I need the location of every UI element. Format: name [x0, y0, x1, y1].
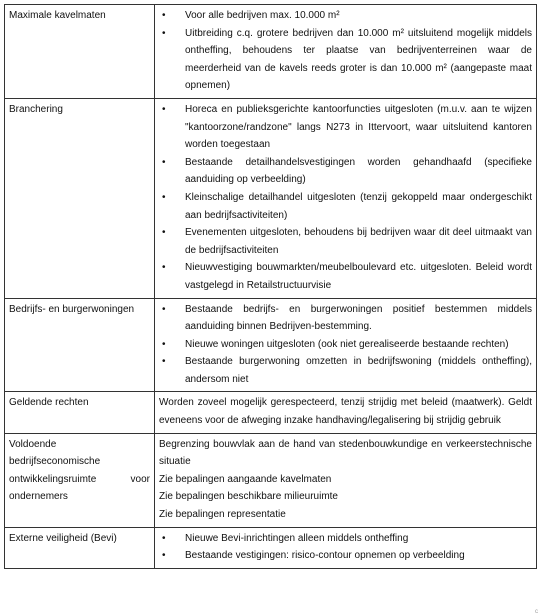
list-item: [159, 336, 532, 354]
row-label: Externe veiligheid (Bevi): [5, 527, 155, 568]
bullet-icon: •: [162, 191, 166, 203]
bullet-icon: •: [162, 550, 166, 562]
bullet-list: [159, 101, 532, 295]
row-label: Voldoende bedrijfseconomische ontwikkelingsruimte voor ondernemers: [5, 433, 155, 527]
row-label: Bedrijfs- en burgerwoningen: [5, 298, 155, 392]
content-text: Worden zoveel mogelijk gerespecteerd, tenzij strijdig met beleid (maatwerk). Geldt eveneens voor de afweging inzake handhaving/legalisering bij strijdig gebruik: [159, 397, 532, 427]
list-item-text: Nieuwe woningen uitgesloten (ook niet gerealiseerde bestaande rechten): [185, 338, 509, 350]
row-content: [155, 433, 537, 527]
list-item-text: Voor alle bedrijven max. 10.000 m²: [185, 10, 340, 21]
list-item-text: Bestaande bedrijfs- en burgerwoningen positief bestemmen middels aanduiding binnen Bedrijven-bestemming.: [185, 303, 532, 333]
bullet-icon: •: [162, 356, 166, 368]
list-item: [159, 547, 532, 565]
list-item: [159, 101, 532, 154]
bullet-list: [159, 7, 532, 95]
row-label: Branchering: [5, 98, 155, 298]
policy-table: [4, 4, 537, 569]
list-item: [159, 353, 532, 388]
table-row: [5, 5, 537, 99]
list-item-text: Kleinschalige detailhandel uitgesloten (tenzij gekoppeld maar ondergeschikt aan bedrijfsactiviteiten): [185, 191, 532, 221]
content-text: Zie bepalingen representatie: [159, 509, 286, 521]
table-row: [5, 433, 537, 527]
list-item-text: Nieuwvestiging bouwmarkten/meubelboulevard etc. uitgesloten. Beleid wordt vastgelegd in Retailstructuurvisie: [185, 262, 532, 291]
bullet-icon: •: [162, 156, 166, 168]
row-label: Geldende rechten: [5, 392, 155, 433]
content-text: Begrenzing bouwvlak aan de hand van stedenbouwkundige en verkeerstechnische situatie: [159, 438, 532, 468]
list-item: [159, 7, 532, 25]
content-text: Zie bepalingen beschikbare milieuruimte: [159, 491, 338, 503]
bullet-icon: •: [162, 27, 166, 39]
table-row: [5, 98, 537, 298]
list-item-text: Bestaande burgerwoning omzetten in bedrijfswoning (middels ontheffing), andersom niet: [185, 356, 532, 385]
table-row: [5, 527, 537, 568]
bullet-list: [159, 301, 532, 389]
list-item-text: Uitbreiding c.q. grotere bedrijven dan 10.000 m² uitsluitend mogelijk middels ontheffing, behoudens ter plaatse van bedrijventerreinen waar de meerderheid van de kavels reeds groter is dan 10.000 m² (aangepaste maat opnemen): [185, 27, 532, 92]
bullet-icon: •: [162, 303, 166, 315]
row-content: [155, 5, 537, 99]
bullet-icon: •: [162, 532, 166, 544]
row-label: Maximale kavelmaten: [5, 5, 155, 99]
list-item-text: Horeca en publieksgerichte kantoorfuncties uitgesloten (m.u.v. aan te wijzen "kantoorzone/randzone" langs N273 in Ittervoort, waar uitsluitend kantoren worden toegestaan: [185, 103, 532, 151]
bullet-icon: •: [162, 10, 166, 21]
list-item: [159, 301, 532, 336]
list-item-text: Bestaande detailhandelsvestigingen worden gehandhaafd (specifieke aanduiding op verbeelding): [185, 156, 532, 186]
row-content: [155, 98, 537, 298]
list-item-text: Evenementen uitgesloten, behoudens bij bedrijven waar dit deel uitmaakt van de bedrijfsactiviteiten: [185, 227, 532, 256]
list-item: [159, 224, 532, 259]
bullet-icon: •: [162, 262, 166, 274]
bullet-icon: •: [162, 338, 166, 350]
list-item: [159, 259, 532, 294]
row-content: [155, 298, 537, 392]
list-item: [159, 189, 532, 224]
list-item: [159, 154, 532, 189]
bullet-list: [159, 530, 532, 565]
bullet-icon: •: [162, 227, 166, 239]
page-mark: c: [535, 609, 538, 615]
list-item: [159, 530, 532, 548]
row-content: [155, 527, 537, 568]
list-item-text: Bestaande vestigingen: risico-contour opnemen op verbeelding: [185, 550, 465, 562]
list-item-text: Nieuwe Bevi-inrichtingen alleen middels ontheffing: [185, 532, 409, 544]
content-text: Zie bepalingen aangaande kavelmaten: [159, 473, 332, 485]
list-item: [159, 25, 532, 95]
bullet-icon: •: [162, 103, 166, 115]
table-row: [5, 392, 537, 433]
row-content: [155, 392, 537, 433]
table-row: [5, 298, 537, 392]
